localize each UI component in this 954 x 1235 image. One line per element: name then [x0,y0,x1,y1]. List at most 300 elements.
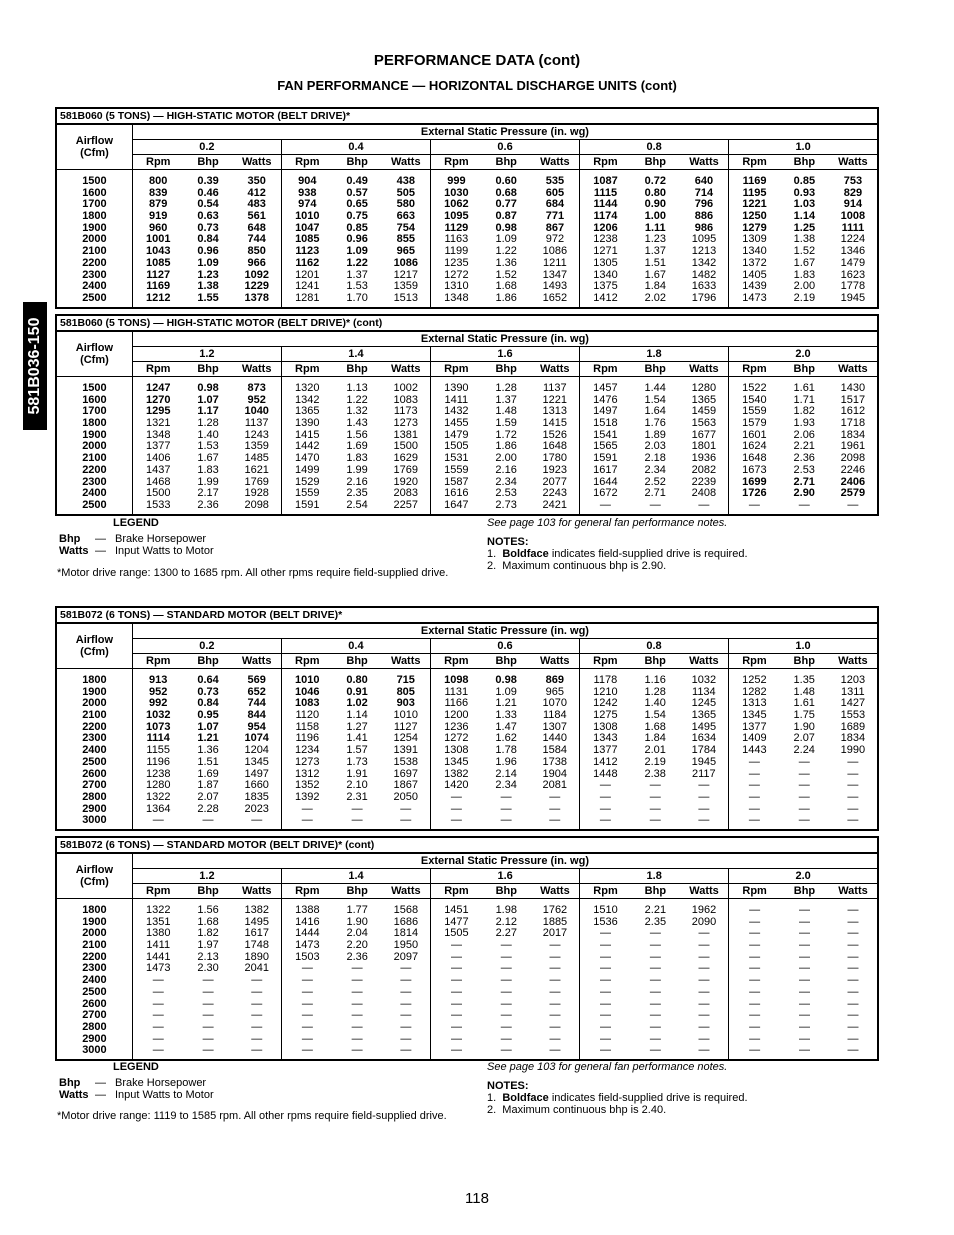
data-cell: 1273 [295,755,320,768]
data-cell: 1273 [393,417,418,430]
data-cell: — [450,790,462,803]
pressure-header: 0.8 [580,639,729,654]
data-cell: 1443 [742,744,767,757]
data-cell: 1307 [542,720,568,733]
data-cell: — [749,962,761,975]
data-cell: 2.36 [346,950,368,963]
data-cell: — [847,498,859,511]
legend-row [59,545,214,557]
data-cell: 1365 [691,709,717,722]
legend-2 [55,1061,475,1101]
airflow-cell: 1700 [82,405,107,418]
airflow-cell: 1700 [82,198,107,211]
data-column [132,669,183,830]
pressure-header: 0.2 [132,639,281,654]
data-cell: 2082 [691,463,717,476]
data-cell: — [400,997,412,1010]
data-cell: — [749,1044,761,1057]
data-cell: 1647 [444,498,469,511]
data-cell: — [152,1009,164,1022]
data-cell: 1348 [444,291,469,304]
data-cell: 1206 [593,221,618,234]
data-cell: 0.80 [644,186,666,199]
data-cell: 2421 [542,498,568,511]
column-header: Rpm [729,155,780,170]
airflow-header [56,124,132,170]
data-cell: 1.47 [495,720,517,733]
airflow-unit: (Cfm) [80,646,109,658]
data-cell: 2083 [393,487,418,500]
data-cell: 1365 [295,405,320,418]
airflow-cell: 2100 [82,939,107,952]
data-cell: 1002 [393,382,418,394]
data-cell: 1.35 [793,674,815,686]
data-cell: 1497 [593,405,618,418]
data-cell: — [152,814,164,827]
data-cell: 0.49 [346,175,368,187]
data-cell: 1568 [393,904,419,916]
data-cell: 1010 [393,709,418,722]
data-cell: 972 [545,233,565,246]
data-cell: — [549,802,561,815]
data-cell: — [400,1020,412,1033]
data-cell: — [649,498,661,511]
data-cell: 2.24 [793,744,815,757]
legend-abbr: Watts [59,1089,89,1101]
data-cell: 1885 [542,915,568,928]
see-page-note: See page 103 for general fan performance notes. [487,1061,728,1073]
data-cell: — [549,939,561,952]
data-cell: 1928 [244,487,269,500]
data-cell: — [450,1009,462,1022]
data-cell: — [152,985,164,998]
data-cell: — [450,1044,462,1057]
data-cell: 1.11 [644,221,666,234]
data-column [680,377,729,515]
data-cell: — [600,997,612,1010]
data-cell: — [549,974,561,987]
data-cell: 1040 [244,405,269,418]
data-cell: 2.28 [197,802,219,815]
legend-title: LEGEND [113,517,159,529]
data-cell: 1.48 [495,405,517,418]
data-cell: 1.09 [495,233,517,246]
data-column [729,377,780,515]
column-header: Watts [829,884,878,899]
data-cell: 1.57 [346,744,368,757]
data-cell: 1.16 [644,674,666,686]
see-page-note: See page 103 for general fan performance notes. [487,517,728,529]
data-column [430,669,481,830]
data-cell: 1086 [393,256,419,269]
data-cell: — [152,1032,164,1045]
data-cell: 2.36 [197,498,219,511]
data-cell: 1359 [393,280,419,293]
data-cell: 2.71 [793,475,815,488]
legend-row [59,1077,206,1089]
data-column [482,170,531,308]
data-column [281,899,332,1060]
data-column [132,170,183,308]
data-cell: — [749,1032,761,1045]
data-cell: 2.00 [495,452,517,465]
airflow-cell: 2500 [82,291,107,304]
data-cell: — [798,904,810,916]
airflow-cell: 2100 [82,245,107,258]
data-cell: 1348 [145,428,171,441]
data-cell: 1.23 [197,268,219,281]
data-cell: 2.07 [197,790,219,803]
column-header: Bhp [333,362,382,377]
data-cell: 1473 [146,962,171,975]
pressure-header: 2.0 [729,347,878,362]
data-cell: 1310 [444,280,469,293]
data-cell: 1920 [393,475,418,488]
data-cell: — [152,974,164,987]
data-cell: — [450,974,462,987]
data-cell: — [798,779,810,792]
data-cell: 1634 [691,732,717,745]
data-cell: 2017 [542,927,568,940]
data-cell: 1762 [542,904,568,916]
data-column [184,669,233,830]
data-cell: 1510 [593,904,618,916]
column-header: Watts [382,654,431,669]
column-header: Bhp [631,362,680,377]
airflow-cell: 1900 [82,221,107,234]
data-cell: — [400,985,412,998]
data-cell: — [351,1032,363,1045]
data-cell: — [798,974,810,987]
data-cell: — [749,950,761,963]
data-cell: 1451 [444,904,469,916]
data-cell: 1699 [742,475,767,488]
data-cell: 1250 [742,210,767,223]
data-cell: — [599,498,611,511]
data-cell: 0.80 [346,674,368,686]
data-cell: — [698,1032,710,1045]
data-column [431,170,482,308]
data-cell: — [351,997,363,1010]
data-cell: — [698,814,710,827]
data-cell: 1470 [295,452,320,465]
data-cell: — [649,950,661,963]
data-cell: 1455 [444,417,469,430]
data-cell: 1411 [444,393,469,406]
data-cell: — [500,802,512,815]
data-cell: — [847,1020,859,1033]
data-cell: — [202,1009,214,1022]
data-cell: 1.96 [495,755,517,768]
airflow-cell: 2100 [82,452,107,465]
data-cell: 2579 [840,487,866,500]
data-cell: 2239 [691,475,717,488]
data-cell: 1.53 [346,280,368,293]
data-cell: 965 [545,685,564,698]
data-cell: 913 [149,674,168,686]
data-cell: — [600,950,612,963]
data-cell: — [698,498,710,511]
data-cell: 1.02 [346,697,368,710]
data-cell: — [301,814,313,827]
airflow-cell: 3000 [82,1044,107,1057]
column-header: Watts [531,362,580,377]
data-column [531,170,580,308]
data-column [631,899,680,1060]
data-cell: 1420 [444,779,469,792]
airflow-cell: 2700 [82,779,107,792]
data-cell: — [847,790,859,803]
data-cell: — [301,1009,313,1022]
notes-title: NOTES: [487,536,529,548]
data-cell: 1437 [145,463,171,476]
data-cell: 2023 [244,802,269,815]
data-cell: 2.12 [495,915,517,928]
data-cell: 1.69 [346,440,368,453]
data-cell: 1.67 [644,268,666,281]
data-cell: 1962 [691,904,717,916]
data-cell: — [698,962,710,975]
data-column [333,669,382,830]
data-cell: — [749,1009,761,1022]
data-cell: 1.59 [495,417,517,430]
data-cell: — [152,1044,164,1057]
data-column [333,899,382,1060]
data-cell: 0.46 [197,186,219,199]
data-cell: 1.61 [793,697,815,710]
airflow-cell: 2600 [82,997,107,1010]
data-cell: 1961 [840,440,866,453]
legend-text: Input Watts to Motor [115,545,214,557]
airflow-cell: 1600 [82,186,107,199]
data-cell: 1166 [444,697,469,710]
data-cell: — [847,802,859,815]
data-cell: 886 [694,210,714,223]
data-cell: 0.64 [197,674,219,686]
legend-abbr: Watts [59,545,89,557]
data-cell: 869 [545,674,564,686]
data-cell: 1281 [295,291,320,304]
data-column [829,669,878,830]
data-cell: 2098 [840,452,866,465]
data-cell: 0.68 [495,186,517,199]
data-cell: 954 [247,720,266,733]
data-cell: 1697 [393,767,418,780]
data-cell: 1834 [840,428,866,441]
data-cell: 1459 [691,405,717,418]
data-cell: — [749,939,761,952]
data-cell: — [351,1044,363,1057]
data-cell: — [748,779,760,792]
data-cell: 1340 [742,245,767,258]
data-cell: 1309 [742,233,767,246]
data-cell: 966 [247,256,266,269]
data-cell: 1.52 [495,268,517,281]
data-cell: 2.07 [793,732,815,745]
data-cell: 2406 [840,475,866,488]
data-cell: 1.44 [644,382,666,394]
data-cell: 1.77 [346,904,368,916]
data-cell: — [847,997,859,1010]
data-cell: — [649,779,661,792]
data-cell: 1.99 [346,463,368,476]
data-cell: 1686 [393,915,419,928]
pressure-header: 1.4 [281,347,430,362]
data-cell: 1.86 [495,291,517,304]
data-cell: — [649,802,661,815]
airflow-cell: 1800 [82,674,107,686]
data-cell: 1235 [444,256,469,269]
data-cell: 1468 [145,475,171,488]
data-cell: 1001 [145,233,171,246]
column-header: Rpm [580,155,631,170]
data-cell: — [600,1020,612,1033]
data-cell: 1.28 [495,382,517,394]
data-cell: — [600,1044,612,1057]
data-cell: 1677 [691,428,717,441]
data-cell: 1095 [691,233,717,246]
data-cell: 0.60 [495,175,517,187]
data-column [482,377,531,515]
data-cell: 1.67 [197,452,219,465]
data-column [233,170,282,308]
data-cell: 1377 [145,440,171,453]
data-cell: — [698,950,710,963]
column-header: Watts [829,155,878,170]
column-header: Watts [531,654,580,669]
column-header: Bhp [482,654,531,669]
data-cell: 0.63 [197,210,219,223]
airflow-header [56,331,132,377]
data-cell: 1247 [145,382,171,394]
data-column [580,377,631,515]
data-cell: 1382 [244,904,269,916]
data-cell: 1.73 [346,755,368,768]
data-cell: 1010 [295,674,320,686]
column-header: Bhp [631,155,680,170]
column-header: Rpm [430,654,481,669]
data-cell: 1612 [840,405,866,418]
data-cell: 1203 [840,674,866,686]
data-cell: 1923 [542,463,568,476]
data-cell: 1245 [691,697,717,710]
data-cell: 1272 [444,732,469,745]
data-cell: — [847,1032,859,1045]
data-cell: — [798,962,810,975]
data-cell: 580 [396,198,415,211]
legend-dash: — [95,545,106,557]
data-cell: 1144 [593,198,618,211]
data-cell: — [698,779,710,792]
data-cell: 1178 [593,674,618,686]
data-cell: — [847,904,859,916]
note-bold: Boldface [502,1092,549,1104]
data-cell: — [202,1044,214,1057]
data-cell: 1621 [244,463,269,476]
airflow-cell: 2400 [82,744,107,757]
data-cell: — [649,939,661,952]
data-cell: 2.18 [644,452,666,465]
data-cell: 652 [247,685,266,698]
data-cell: 2.71 [644,487,666,500]
data-cell: — [450,1032,462,1045]
column-header: Bhp [631,654,680,669]
airflow-cell: 1500 [82,382,107,394]
data-cell: — [400,1044,412,1057]
data-cell: 1.83 [197,463,219,476]
data-cell: 1322 [146,904,171,916]
data-cell: 1377 [742,720,767,733]
data-cell: 1495 [691,720,717,733]
data-column [580,899,631,1060]
data-cell: — [847,915,859,928]
data-cell: 0.96 [197,245,219,258]
data-cell: 1127 [393,720,418,733]
data-cell: 1497 [244,767,269,780]
data-cell: — [549,950,561,963]
data-cell: 1.71 [793,393,815,406]
data-cell: 986 [694,221,714,234]
airflow-cell: 2400 [82,487,107,500]
data-cell: 1945 [840,291,866,304]
data-cell: 1591 [593,452,618,465]
data-cell: 1311 [841,685,865,698]
data-cell: — [549,790,561,803]
data-cell: 1388 [295,904,320,916]
data-cell: 1372 [742,256,767,269]
data-cell: 1660 [244,779,269,792]
data-cell: 2.38 [644,767,666,780]
column-header: Watts [382,155,431,170]
data-cell: 1485 [244,452,269,465]
data-cell: 1008 [840,210,866,223]
data-cell: 1624 [742,440,767,453]
data-cell: 1162 [295,256,320,269]
data-column [729,669,780,830]
data-cell: 1415 [295,428,320,441]
data-cell: 2.35 [644,915,667,928]
data-cell: 1439 [742,280,767,293]
data-cell: 1440 [542,732,568,745]
data-cell: — [600,962,612,975]
data-cell: 960 [149,221,168,234]
pressure-header: 0.6 [431,140,580,155]
data-column [780,669,829,830]
data-cell: 1587 [444,475,469,488]
data-cell: — [649,1009,661,1022]
data-cell: — [251,985,263,998]
data-cell: — [798,767,810,780]
airflow-cell: 2500 [82,985,107,998]
data-cell: 1390 [444,382,469,394]
column-header: Rpm [729,654,780,669]
column-header: Bhp [780,155,829,170]
airflow-unit: (Cfm) [80,876,109,888]
legend-text: Brake Horsepower [115,1077,207,1089]
legend-dash: — [95,533,106,545]
airflow-unit: (Cfm) [80,147,109,159]
data-cell: — [798,997,810,1010]
data-cell: 1.54 [644,709,666,722]
data-cell: 1313 [542,405,568,418]
data-cell: 1320 [295,382,320,394]
airflow-column [56,170,132,308]
data-cell: 1137 [244,417,269,430]
airflow-column [56,899,132,1060]
data-cell: 1559 [295,487,320,500]
data-cell: 412 [247,186,266,199]
column-header: Rpm [580,362,631,377]
